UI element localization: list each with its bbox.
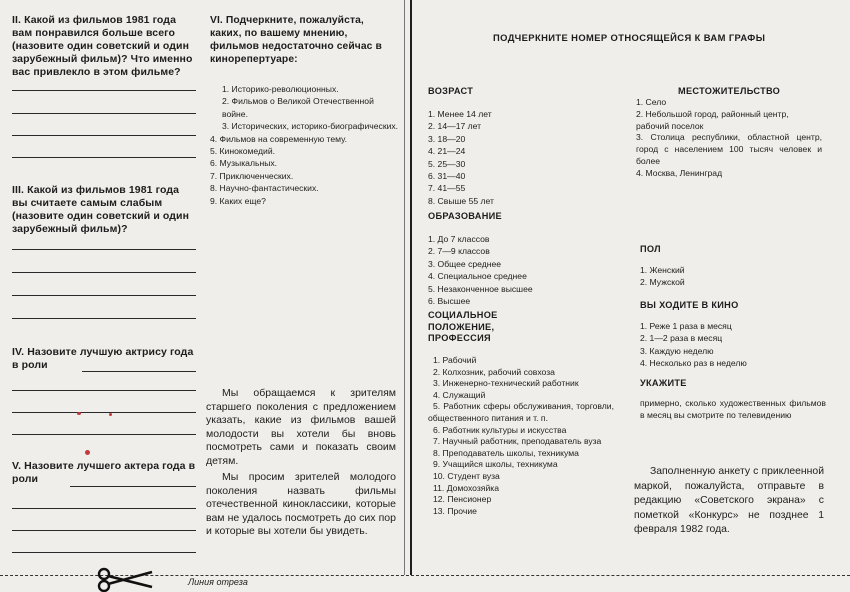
- list-item[interactable]: 2. 7—9 классов: [428, 246, 490, 257]
- list-item[interactable]: 1. Село: [636, 97, 667, 107]
- cinema-heading: ВЫ ХОДИТЕ В КИНО: [640, 300, 739, 310]
- list-item[interactable]: 6. Работник культуры и искусства: [433, 424, 567, 435]
- residence-heading: МЕСТОЖИТЕЛЬСТВО: [678, 86, 781, 96]
- scissors-icon: [96, 567, 154, 592]
- list-item[interactable]: 1. Женский: [640, 265, 685, 275]
- list-item[interactable]: 5. 25—30: [428, 158, 466, 169]
- list-item[interactable]: 2. Колхозник, рабочий совхоза: [433, 366, 555, 377]
- sex-heading: ПОЛ: [640, 244, 661, 254]
- answer-line[interactable]: [12, 272, 196, 273]
- indicate-text: примерно, сколько художественных фильмов в месяц вы смотрите по телевидению: [640, 398, 826, 420]
- question-6: VI. Подчеркните, пожалуйста, каких, по вашему мнению, фильмов недостаточно сейчас в кинорепертуаре:: [210, 15, 382, 65]
- list-item[interactable]: 4. Несколько раз в неделю: [640, 358, 747, 369]
- appeal-paragraph-older: Мы обращаемся к зрителям старшего поколения с предложением указать, какие из фильмов вашей молодости вы хотели бы вновь посмотреть сами и показать своим детям.: [206, 387, 396, 467]
- question-4: IV. Назовите лучшую актрису года в роли: [12, 346, 194, 371]
- list-item[interactable]: 1. До 7 классов: [428, 234, 490, 244]
- answer-line[interactable]: [12, 390, 196, 391]
- list-item[interactable]: 13. Прочие: [433, 505, 477, 516]
- list-item[interactable]: 4. Москва, Ленинград: [636, 167, 723, 178]
- education-list: [428, 233, 533, 307]
- cut-line-label: Линия отреза: [188, 577, 248, 587]
- answer-line[interactable]: [12, 552, 196, 553]
- list-item[interactable]: 7. 41—55: [428, 183, 466, 194]
- answer-line[interactable]: [12, 412, 196, 413]
- list-item[interactable]: 8. Научно-фантастических.: [210, 183, 319, 194]
- list-item[interactable]: 4. Специальное среднее: [428, 271, 527, 282]
- answer-line[interactable]: [12, 249, 196, 250]
- ink-spot: [109, 413, 112, 416]
- list-item[interactable]: 3. Инженерно-технический работник: [433, 378, 579, 389]
- list-item[interactable]: 2. Небольшой город, районный центр, рабочий поселок: [636, 108, 789, 131]
- list-item[interactable]: 6. Высшее: [428, 296, 471, 307]
- cinema-list: [640, 320, 747, 370]
- list-item[interactable]: 1. Реже 1 раза в месяц: [640, 321, 732, 331]
- list-item[interactable]: 9. Каких еще?: [210, 195, 266, 206]
- question-5: V. Назовите лучшего актера года в роли: [12, 460, 196, 485]
- list-item[interactable]: 3. Исторических, историко-биографических.: [222, 121, 399, 132]
- list-item[interactable]: 2. 1—2 раза в месяц: [640, 333, 723, 344]
- list-item[interactable]: 8. Свыше 55 лет: [428, 195, 494, 206]
- list-item[interactable]: 1. Менее 14 лет: [428, 109, 492, 119]
- answer-line[interactable]: [12, 434, 196, 435]
- answer-line[interactable]: [12, 135, 196, 136]
- list-item[interactable]: 6. Музыкальных.: [210, 158, 278, 169]
- ink-spot: [77, 412, 81, 415]
- film-genre-list: [210, 83, 400, 207]
- question-3: III. Какой из фильмов 1981 года вы считаете самым слабым (назовите один советский и один зарубежный фильм)?: [12, 184, 190, 235]
- list-item[interactable]: 5. Незаконченное высшее: [428, 283, 533, 294]
- column-divider: [410, 0, 412, 575]
- list-item[interactable]: 9. Учащийся школы, техникума: [433, 459, 558, 470]
- appeal-paragraph-younger: Мы просим зрителей молодого поколения назвать фильмы отечественной киноклассики, которые вам не удалось посмотреть до сих пор и которые вы хотели бы увидеть.: [206, 471, 396, 537]
- list-item[interactable]: 2. Мужской: [640, 277, 685, 288]
- answer-line[interactable]: [12, 113, 196, 114]
- list-item[interactable]: 5. Работник сферы обслуживания, торговли, общественного питания и т. п.: [428, 401, 614, 423]
- list-item[interactable]: 4. Служащий: [433, 389, 486, 400]
- answer-line[interactable]: [12, 530, 196, 531]
- section-title: ПОДЧЕРКНИТЕ НОМЕР ОТНОСЯЩЕЙСЯ К ВАМ ГРАФЫ: [493, 32, 766, 43]
- column-divider: [404, 0, 405, 575]
- age-heading: ВОЗРАСТ: [428, 86, 474, 96]
- list-item[interactable]: 10. Студент вуза: [433, 470, 500, 481]
- list-item[interactable]: 4. Фильмов на современную тему.: [210, 133, 347, 144]
- ink-spot: [85, 450, 90, 455]
- list-item[interactable]: 4. 21—24: [428, 146, 466, 157]
- list-item[interactable]: 1. Историко-революционных.: [222, 84, 339, 94]
- closing-text: Заполненную анкету с приклеенной маркой, пожалуйста, отправьте в редакцию «Советского экрана» с пометкой «Конкурс» не позднее 1 февраля 1982 года.: [634, 466, 824, 535]
- answer-line[interactable]: [82, 371, 196, 372]
- list-item[interactable]: 8. Преподаватель школы, техникума: [433, 447, 579, 458]
- answer-line[interactable]: [12, 90, 196, 91]
- answer-line[interactable]: [70, 486, 196, 487]
- answer-line[interactable]: [12, 508, 196, 509]
- question-2: II. Какой из фильмов 1981 года вам понравился больше всего (назовите один советский и один зарубежный фильм)? Что именно вас привлекло в этом фильме?: [12, 14, 193, 78]
- social-list: [428, 355, 614, 517]
- age-list: [428, 108, 494, 207]
- sex-list: [640, 264, 685, 289]
- list-item[interactable]: 3. 18—20: [428, 133, 466, 144]
- list-item[interactable]: 1. Рабочий: [433, 355, 477, 365]
- list-item[interactable]: 5. Кинокомедий.: [210, 146, 276, 157]
- answer-line[interactable]: [12, 295, 196, 296]
- answer-line[interactable]: [12, 157, 196, 158]
- list-item[interactable]: 2. Фильмов о Великой Отечественной войне.: [222, 96, 374, 119]
- list-item[interactable]: 3. Столица республики, областной центр, город с населением 100 тысяч человек и более: [636, 132, 822, 166]
- social-heading: СОЦИАЛЬНОЕ ПОЛОЖЕНИЕ, ПРОФЕССИЯ: [428, 310, 498, 343]
- list-item[interactable]: 7. Приключенческих.: [210, 170, 294, 181]
- list-item[interactable]: 6. 31—40: [428, 171, 466, 182]
- list-item[interactable]: 3. Общее среднее: [428, 258, 502, 269]
- answer-line[interactable]: [12, 318, 196, 319]
- education-heading: ОБРАЗОВАНИЕ: [428, 211, 502, 221]
- list-item[interactable]: 12. Пенсионер: [433, 494, 492, 505]
- list-item[interactable]: 2. 14—17 лет: [428, 121, 482, 132]
- indicate-heading: УКАЖИТЕ: [640, 378, 687, 388]
- list-item[interactable]: 3. Каждую неделю: [640, 345, 714, 356]
- residence-list: [636, 97, 822, 180]
- list-item[interactable]: 7. Научный работник, преподаватель вуза: [433, 436, 602, 447]
- list-item[interactable]: 11. Домохозяйка: [433, 482, 499, 493]
